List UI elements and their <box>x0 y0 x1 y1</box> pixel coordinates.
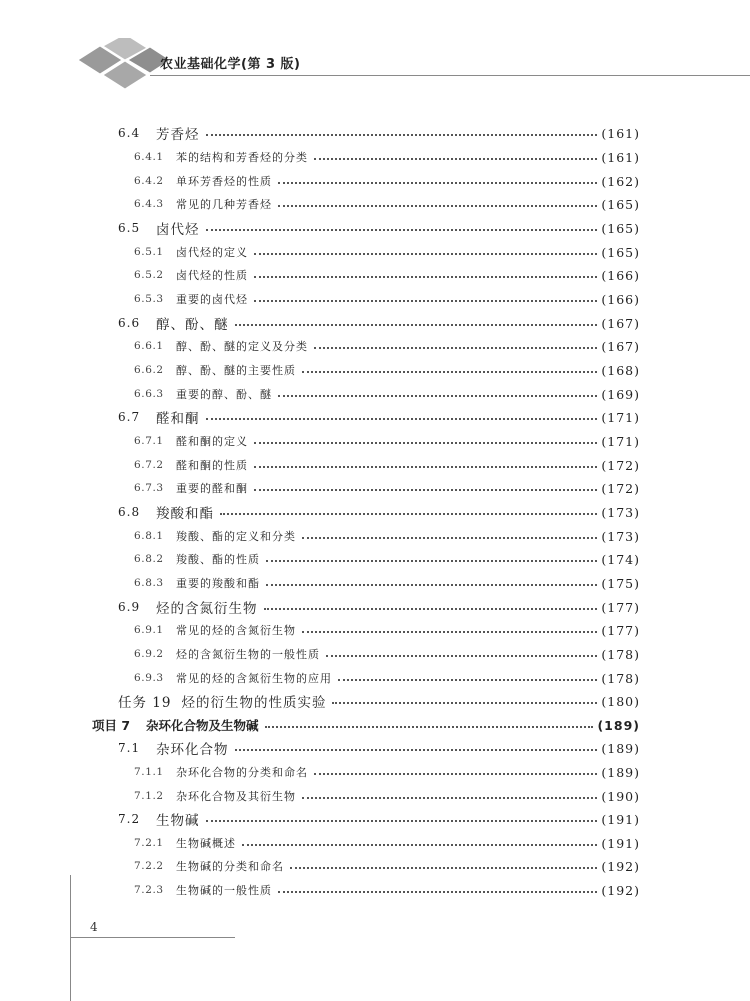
toc-page: (161) <box>601 149 640 165</box>
toc-number: 6.4.3 <box>134 198 164 210</box>
toc-number: 6.7.2 <box>134 459 164 471</box>
toc-title: 醛和酮的性质 <box>176 459 248 472</box>
dot-leader <box>220 513 597 515</box>
toc-subsection <box>134 477 640 499</box>
dot-leader <box>254 466 597 468</box>
toc-subsection <box>134 264 640 286</box>
toc-title: 苯的结构和芳香烃的分类 <box>176 151 308 164</box>
dot-leader <box>235 324 598 326</box>
toc-task <box>118 690 640 712</box>
toc-number: 7.1.1 <box>134 766 164 778</box>
toc-number: 6.4 <box>118 126 141 140</box>
toc-number: 6.8.3 <box>134 577 164 589</box>
dot-leader <box>290 867 597 869</box>
toc-title: 生物碱 <box>156 813 200 829</box>
toc-page: (169) <box>601 386 640 402</box>
dot-leader <box>314 158 597 160</box>
toc-section <box>118 406 640 428</box>
toc-page: (177) <box>601 622 640 638</box>
toc-title: 卤代烃的定义 <box>176 246 248 259</box>
toc-number: 6.7 <box>118 410 141 424</box>
toc-page: (191) <box>601 835 640 851</box>
book-title: 农业基础化学(第 3 版) <box>160 57 301 72</box>
dot-leader <box>265 726 594 728</box>
dot-leader <box>326 655 597 657</box>
toc-title: 杂环化合物及生物碱 <box>146 718 259 733</box>
toc-title: 生物碱的分类和命名 <box>176 860 284 873</box>
toc-subsection <box>134 667 640 689</box>
toc-page: (165) <box>601 244 640 260</box>
toc-number: 6.7.1 <box>134 435 164 447</box>
toc-section <box>118 501 640 523</box>
dot-leader <box>314 347 597 349</box>
toc-title: 烃的含氮衍生物 <box>156 601 258 617</box>
dot-leader <box>235 749 598 751</box>
toc-section <box>118 737 640 759</box>
dot-leader <box>278 182 597 184</box>
toc-title: 杂环化合物的分类和命名 <box>176 766 308 779</box>
toc-subsection <box>134 146 640 168</box>
toc-title: 重要的醇、酚、醚 <box>176 388 272 401</box>
dot-leader <box>302 371 597 373</box>
toc-page: (162) <box>601 173 640 189</box>
dot-leader <box>206 418 598 420</box>
toc-number: 6.4.2 <box>134 175 164 187</box>
toc-subsection <box>134 832 640 854</box>
toc-number: 6.9 <box>118 600 141 614</box>
toc-page: (189) <box>597 717 640 733</box>
toc-title: 杂环化合物 <box>156 742 229 758</box>
toc-page: (189) <box>601 740 640 756</box>
dot-leader <box>206 229 598 231</box>
toc-page: (166) <box>601 291 640 307</box>
dot-leader <box>302 631 597 633</box>
toc-page: (165) <box>601 196 640 212</box>
toc-title: 羧酸、酯的性质 <box>176 553 260 566</box>
toc-number: 任务 19 <box>118 695 172 711</box>
toc-title: 醛和酮 <box>156 411 200 427</box>
toc-title: 重要的卤代烃 <box>176 293 248 306</box>
toc-page: (177) <box>601 599 640 615</box>
toc-page: (189) <box>601 764 640 780</box>
toc-number: 6.5 <box>118 221 141 235</box>
toc-page: (167) <box>601 338 640 354</box>
toc-page: (174) <box>601 551 640 567</box>
toc-title: 重要的醛和酮 <box>176 482 248 495</box>
toc-title: 杂环化合物及其衍生物 <box>176 790 296 803</box>
toc-number: 7.2.3 <box>134 884 164 896</box>
dot-leader <box>266 584 597 586</box>
toc-page: (191) <box>601 811 640 827</box>
dot-leader <box>254 253 597 255</box>
toc-page: (171) <box>601 433 640 449</box>
toc-page: (173) <box>601 504 640 520</box>
toc-subsection <box>134 383 640 405</box>
toc-number: 7.2 <box>118 812 141 826</box>
dot-leader <box>278 395 597 397</box>
toc-page: (192) <box>601 882 640 898</box>
toc-subsection <box>134 879 640 901</box>
toc-number: 6.9.3 <box>134 672 164 684</box>
toc-subsection <box>134 430 640 452</box>
toc-number: 6.5.2 <box>134 269 164 281</box>
toc-title: 单环芳香烃的性质 <box>176 175 272 188</box>
toc-section <box>118 596 640 618</box>
dot-leader <box>206 820 598 822</box>
toc-title: 卤代烃的性质 <box>176 269 248 282</box>
toc-title: 醛和酮的定义 <box>176 435 248 448</box>
toc-page: (175) <box>601 575 640 591</box>
toc-subsection <box>134 572 640 594</box>
toc-title: 卤代烃 <box>156 222 200 238</box>
toc-subsection <box>134 785 640 807</box>
toc-number: 6.6.2 <box>134 364 164 376</box>
toc-page: (161) <box>601 125 640 141</box>
toc-number: 6.8.2 <box>134 553 164 565</box>
toc-page: (180) <box>601 693 640 709</box>
toc-title: 常见的烃的含氮衍生物的应用 <box>176 672 332 685</box>
toc-section <box>118 122 640 144</box>
toc-subsection <box>134 288 640 310</box>
toc-title: 烃的含氮衍生物的一般性质 <box>176 648 320 661</box>
header-divider <box>150 75 750 76</box>
footer-vertical-rule <box>70 875 71 1001</box>
dot-leader <box>302 537 597 539</box>
dot-leader <box>264 608 598 610</box>
toc-title: 醇、酚、醚的主要性质 <box>176 364 296 377</box>
toc-subsection <box>134 454 640 476</box>
toc-subsection <box>134 193 640 215</box>
toc-page: (172) <box>601 457 640 473</box>
toc-page: (171) <box>601 409 640 425</box>
toc-page: (190) <box>601 788 640 804</box>
toc-title: 醇、酚、醚的定义及分类 <box>176 340 308 353</box>
toc-title: 羧酸、酯的定义和分类 <box>176 530 296 543</box>
toc-number: 6.6.1 <box>134 340 164 352</box>
toc-subsection <box>134 359 640 381</box>
dot-leader <box>266 560 597 562</box>
toc-title: 芳香烃 <box>156 127 200 143</box>
toc-number: 6.8.1 <box>134 530 164 542</box>
toc-title: 生物碱概述 <box>176 837 236 850</box>
toc-number: 6.6 <box>118 316 141 330</box>
toc-title: 重要的羧酸和酯 <box>176 577 260 590</box>
toc-project <box>92 714 640 736</box>
toc-section <box>118 808 640 830</box>
dot-leader <box>254 276 597 278</box>
toc-section <box>118 312 640 334</box>
toc-number: 6.9.2 <box>134 648 164 660</box>
toc-title: 常见的烃的含氮衍生物 <box>176 624 296 637</box>
dot-leader <box>254 442 597 444</box>
toc-page: (173) <box>601 528 640 544</box>
toc-number: 7.1.2 <box>134 790 164 802</box>
dot-leader <box>338 679 597 681</box>
dot-leader <box>206 134 598 136</box>
toc-number: 6.5.1 <box>134 246 164 258</box>
dot-leader <box>254 300 597 302</box>
toc-page: (192) <box>601 858 640 874</box>
dot-leader <box>278 205 597 207</box>
toc-subsection <box>134 855 640 877</box>
toc-number: 6.9.1 <box>134 624 164 636</box>
toc-title: 烃的衍生物的性质实验 <box>181 695 327 711</box>
page-number: 4 <box>90 920 98 934</box>
toc-subsection <box>134 335 640 357</box>
toc-number: 7.2.1 <box>134 837 164 849</box>
dot-leader <box>242 844 597 846</box>
toc-page: (172) <box>601 480 640 496</box>
toc-page: (166) <box>601 267 640 283</box>
toc-title: 醇、酚、醚 <box>156 317 229 333</box>
dot-leader <box>278 891 597 893</box>
toc-subsection <box>134 170 640 192</box>
toc-subsection <box>134 548 640 570</box>
toc-subsection <box>134 619 640 641</box>
toc-number: 6.7.3 <box>134 482 164 494</box>
toc-page: (168) <box>601 362 640 378</box>
toc-number: 6.5.3 <box>134 293 164 305</box>
toc-section <box>118 217 640 239</box>
toc-page: (178) <box>601 646 640 662</box>
dot-leader <box>302 797 597 799</box>
toc-number: 7.2.2 <box>134 860 164 872</box>
toc-number: 6.6.3 <box>134 388 164 400</box>
footer-horizontal-rule <box>70 937 235 938</box>
toc-subsection <box>134 643 640 665</box>
toc-subsection <box>134 241 640 263</box>
toc-number: 项目 7 <box>92 718 131 733</box>
toc-page: (178) <box>601 670 640 686</box>
toc-number: 7.1 <box>118 741 141 755</box>
toc-title: 羧酸和酯 <box>156 506 214 522</box>
dot-leader <box>314 773 597 775</box>
toc-page: (165) <box>601 220 640 236</box>
toc-number: 6.8 <box>118 505 141 519</box>
toc-subsection <box>134 525 640 547</box>
toc-subsection <box>134 761 640 783</box>
dot-leader <box>332 702 597 704</box>
toc-number: 6.4.1 <box>134 151 164 163</box>
toc-title: 常见的几种芳香烃 <box>176 198 272 211</box>
toc-page: (167) <box>601 315 640 331</box>
dot-leader <box>254 489 597 491</box>
toc-title: 生物碱的一般性质 <box>176 884 272 897</box>
